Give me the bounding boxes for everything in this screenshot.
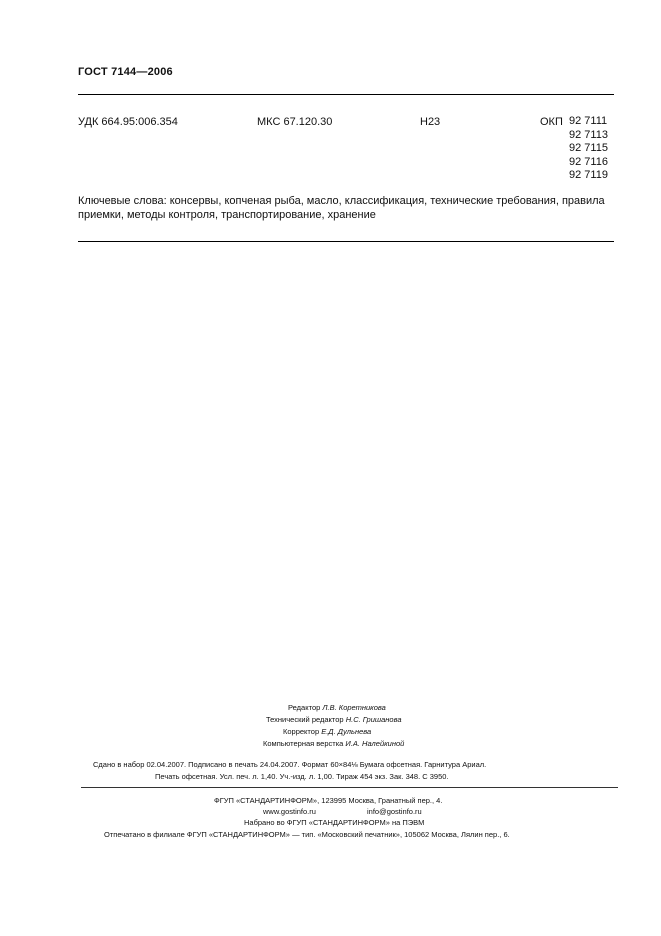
- typesetting-note: Набрано во ФГУП «СТАНДАРТИНФОРМ» на ПЭВМ: [244, 818, 425, 827]
- print-info-line: Печать офсетная. Усл. печ. л. 1,40. Уч.-изд. л. 1,00. Тираж 454 экз. Зак. 348. С 3950.: [155, 772, 449, 781]
- corrector-role: Корректор: [283, 727, 320, 736]
- printing-note: Отпечатано в филиале ФГУП «СТАНДАРТИНФОРМ» — тип. «Московский печатник», 105062 Москва, Лялин пер., 6.: [104, 830, 510, 839]
- publisher-email: info@gostinfo.ru: [367, 807, 422, 816]
- top-divider: [78, 94, 614, 95]
- publisher-address: ФГУП «СТАНДАРТИНФОРМ», 123995 Москва, Гранатный пер., 4.: [214, 796, 443, 805]
- layout-credit: [263, 739, 404, 748]
- udk-code: УДК 664.95:006.354: [78, 116, 178, 128]
- okp-code: 92 7113: [569, 128, 608, 141]
- okp-code: 92 7115: [569, 142, 608, 154]
- okp-code: 92 7119: [569, 169, 608, 181]
- okp-code: 92 7116: [569, 155, 608, 168]
- corrector-credit: [283, 727, 371, 736]
- imprint-divider: [81, 787, 618, 788]
- layout-name: И.А. Налейкиной: [345, 739, 405, 748]
- group-code: Н23: [420, 116, 441, 128]
- corrector-name: Е.Д. Дульнева: [321, 727, 372, 736]
- tech-editor-credit: [266, 715, 402, 724]
- layout-role: Компьютерная верстка: [263, 739, 344, 748]
- keywords-paragraph: Ключевые слова: консервы, копченая рыба, масло, классификация, технические требования, правила приемки, методы контроля, транспортирование, хранение: [78, 195, 605, 221]
- okp-code: 92 7111: [569, 115, 608, 127]
- mks-code: МКС 67.120.30: [257, 116, 333, 128]
- editor-credit: [288, 703, 386, 712]
- okp-label: ОКП: [540, 116, 563, 128]
- publisher-website: www.gostinfo.ru: [263, 807, 316, 816]
- editor-name: Л.В. Коретникова: [322, 703, 386, 712]
- okp-code-list: [569, 115, 608, 183]
- keywords-divider: [78, 241, 614, 242]
- print-info-line: Сдано в набор 02.04.2007. Подписано в печать 24.04.2007. Формат 60×84⅛ Бумага офсетная. Гарнитура Ариал.: [93, 760, 487, 769]
- tech-editor-role: Технический редактор: [266, 715, 344, 724]
- tech-editor-name: Н.С. Гришанова: [345, 715, 402, 724]
- document-title: ГОСТ 7144—2006: [78, 66, 173, 78]
- editor-role: Редактор: [288, 703, 321, 712]
